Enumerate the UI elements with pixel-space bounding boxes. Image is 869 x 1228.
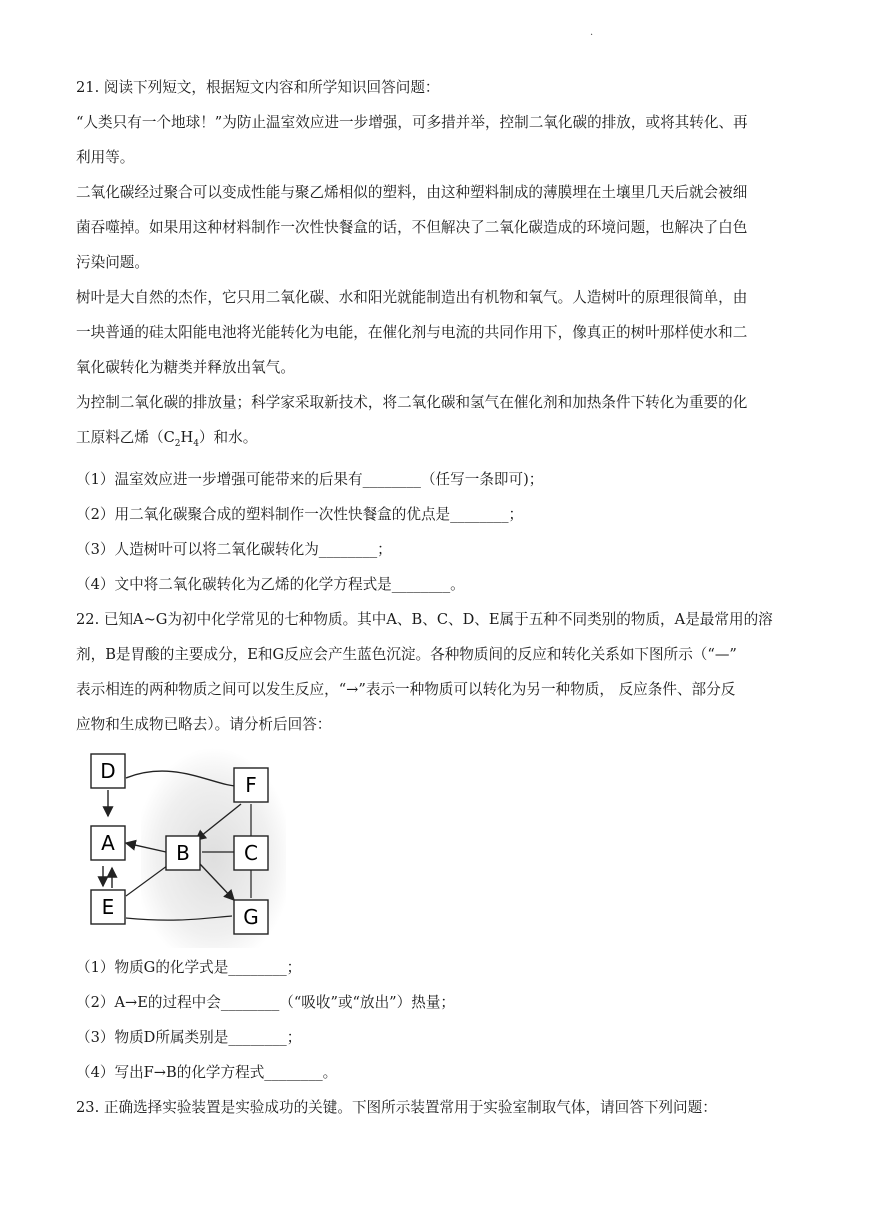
node-g-label: G bbox=[243, 904, 259, 929]
q22-subquestion-4: （4）写出F→B的化学方程式________。 bbox=[76, 1063, 338, 1081]
text-fragment: ）和水。 bbox=[198, 429, 258, 446]
node-a-label: A bbox=[101, 830, 115, 855]
q21-passage-line bbox=[76, 420, 796, 462]
q21-passage-line: “人类只有一个地球！”为防止温室效应进一步增强，可多措并举，控制二氧化碳的排放，或将其转化、再 bbox=[76, 114, 748, 131]
node-d-label: D bbox=[100, 758, 116, 783]
q21-passage-line: 污染问题。 bbox=[76, 254, 149, 271]
text-fragment: 工原料乙烯（C bbox=[76, 429, 175, 446]
text-fragment: H bbox=[180, 429, 194, 446]
q21-subquestion-4: （4）文中将二氧化碳转化为乙烯的化学方程式是________。 bbox=[76, 575, 465, 593]
question-22 bbox=[76, 602, 796, 1090]
node-b-label: B bbox=[176, 840, 190, 865]
q23-stem-line: 23. 正确选择实验装置是实验成功的关键。下图所示装置常用于实验室制取气体，请回答下列问题： bbox=[76, 1098, 717, 1116]
q21-passage-line: 利用等。 bbox=[76, 149, 135, 166]
header-dot: · bbox=[590, 30, 594, 41]
q21-passage-line: 氧化碳转化为糖类并释放出氧气。 bbox=[76, 359, 295, 376]
node-e-label: E bbox=[101, 894, 115, 919]
q22-stem-line: 表示相连的两种物质之间可以发生反应，“→”表示一种物质可以转化为另一种物质， 反应条件、部分反 bbox=[76, 680, 736, 698]
q22-stem-line: 剂，B是胃酸的主要成分，E和G反应会产生蓝色沉淀。各种物质间的反应和转化关系如下图所示（“—” bbox=[76, 645, 737, 663]
q21-subquestion-2: （2）用二氧化碳聚合成的塑料制作一次性快餐盒的优点是________； bbox=[76, 505, 524, 523]
q21-passage-line: 一块普通的硅太阳能电池将光能转化为电能，在催化剂与电流的共同作用下，像真正的树叶那样使水和二 bbox=[76, 324, 748, 341]
document-body bbox=[76, 70, 796, 1125]
q22-subquestion-1: （1）物质G的化学式是________； bbox=[76, 958, 302, 976]
q21-intro: 21. 阅读下列短文，根据短文内容和所学知识回答问题： bbox=[76, 79, 440, 96]
q21-passage-line: 二氧化碳经过聚合可以变成性能与聚乙烯相似的塑料，由这种塑料制成的薄膜埋在土壤里几天后就会被细 bbox=[76, 184, 748, 201]
diagram-svg bbox=[86, 748, 286, 948]
subscript: 4 bbox=[193, 438, 199, 449]
q21-subquestion-3: （3）人造树叶可以将二氧化碳转化为________； bbox=[76, 540, 392, 558]
q21-passage-line: 菌吞噬掉。如果用这种材料制作一次性快餐盒的话，不但解决了二氧化碳造成的环境问题，也解决了白色 bbox=[76, 219, 748, 236]
q22-subquestion-2: （2）A→E的过程中会________（“吸收”或“放出”）热量； bbox=[76, 993, 456, 1011]
q21-passage-line: 为控制二氧化碳的排放量；科学家采取新技术，将二氧化碳和氢气在催化剂和加热条件下转化为重要的化 bbox=[76, 394, 748, 411]
node-f-label: F bbox=[245, 772, 257, 797]
question-21 bbox=[76, 70, 796, 602]
substance-relation-diagram bbox=[86, 748, 286, 948]
q21-passage-line: 树叶是大自然的杰作，它只用二氧化碳、水和阳光就能制造出有机物和氧气。人造树叶的原理很简单，由 bbox=[76, 289, 748, 306]
question-23 bbox=[76, 1090, 796, 1125]
q22-stem-line: 应物和生成物已略去）。请分析后回答： bbox=[76, 715, 332, 733]
q21-subquestion-1: （1）温室效应进一步增强可能带来的后果有________（任写一条即可)； bbox=[76, 470, 544, 488]
node-c-label: C bbox=[244, 840, 258, 865]
q22-subquestion-3: （3）物质D所属类别是________； bbox=[76, 1028, 302, 1046]
q22-stem-line: 22. 已知A~G为初中化学常见的七种物质。其中A、B、C、D、E属于五种不同类别的物质，A是最常用的溶 bbox=[76, 610, 773, 628]
subscript: 2 bbox=[174, 438, 181, 449]
